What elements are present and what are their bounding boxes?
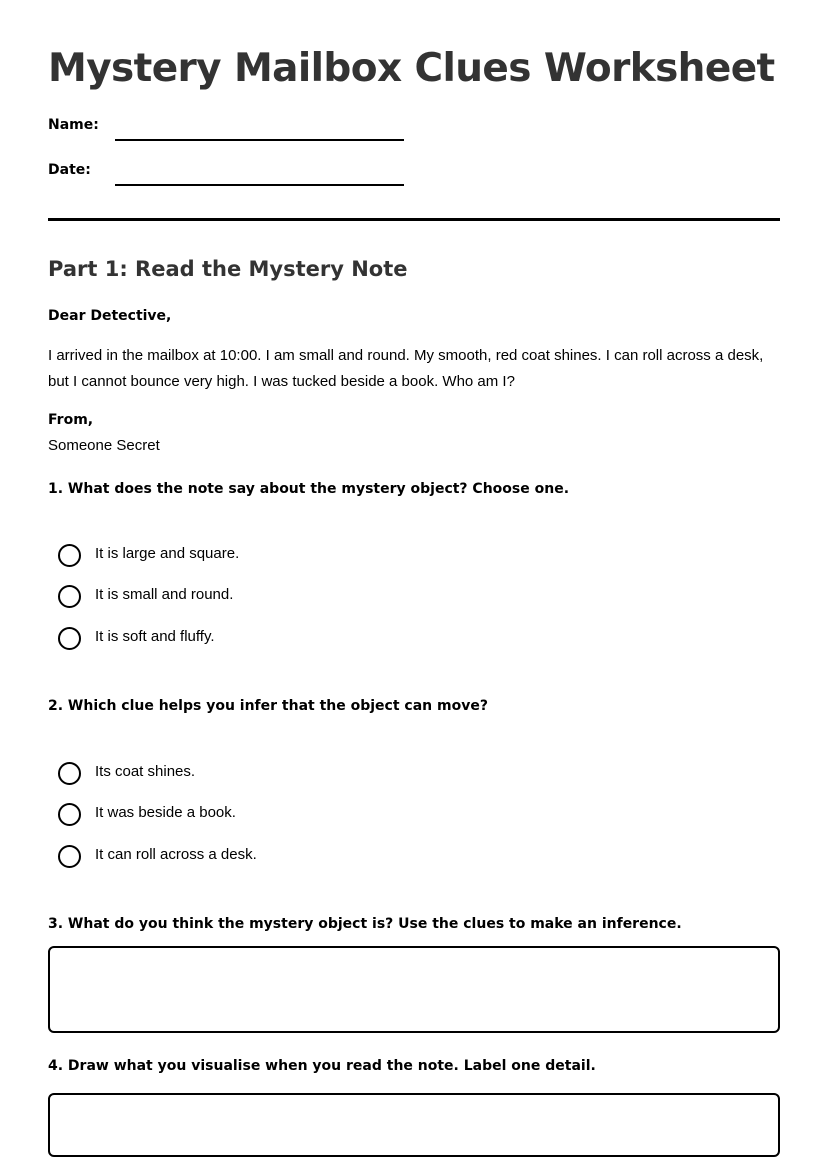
date-label: Date: <box>48 162 91 178</box>
note-body: I arrived in the mailbox at 10:00. I am small and round. My smooth, red coat shines. I can roll across a desk, but I cannot bounce very high. I was tucked beside a book. Who am I? <box>48 347 764 390</box>
question-3-prompt: 3. What do you think the mystery object is? Use the clues to make an inference. <box>48 916 682 932</box>
q1-option-1[interactable] <box>58 544 458 568</box>
name-label: Name: <box>48 117 99 133</box>
option-label: It is large and square. <box>95 545 240 562</box>
radio-button[interactable] <box>58 762 81 785</box>
name-field-row <box>48 117 408 147</box>
note-signature: Someone Secret <box>48 437 160 454</box>
part1-heading: Part 1: Read the Mystery Note <box>48 257 408 281</box>
question-4-prompt: 4. Draw what you visualise when you read the note. Label one detail. <box>48 1058 596 1074</box>
q2-option-3[interactable] <box>58 845 458 869</box>
radio-button[interactable] <box>58 627 81 650</box>
radio-button[interactable] <box>58 585 81 608</box>
date-field-row <box>48 162 408 192</box>
q1-option-2[interactable] <box>58 585 458 609</box>
q2-option-2[interactable] <box>58 803 458 827</box>
option-label: It is soft and fluffy. <box>95 628 215 645</box>
header-divider <box>48 218 780 221</box>
question-2-prompt: 2. Which clue helps you infer that the object can move? <box>48 698 488 714</box>
radio-button[interactable] <box>58 544 81 567</box>
date-input-line[interactable] <box>115 184 404 186</box>
option-label: It was beside a book. <box>95 804 236 821</box>
question-4-drawing-box[interactable] <box>48 1093 780 1157</box>
question-1-prompt: 1. What does the note say about the mystery object? Choose one. <box>48 481 570 497</box>
radio-button[interactable] <box>58 845 81 868</box>
q2-option-1[interactable] <box>58 762 458 786</box>
worksheet-title: Mystery Mailbox Clues Worksheet <box>48 46 775 91</box>
q1-option-3[interactable] <box>58 627 458 651</box>
question-3-answer-box[interactable] <box>48 946 780 1033</box>
note-greeting: Dear Detective, <box>48 308 172 324</box>
option-label: It can roll across a desk. <box>95 846 257 863</box>
radio-button[interactable] <box>58 803 81 826</box>
option-label: It is small and round. <box>95 586 234 603</box>
note-signoff: From, <box>48 412 94 428</box>
option-label: Its coat shines. <box>95 763 196 780</box>
name-input-line[interactable] <box>115 139 404 141</box>
